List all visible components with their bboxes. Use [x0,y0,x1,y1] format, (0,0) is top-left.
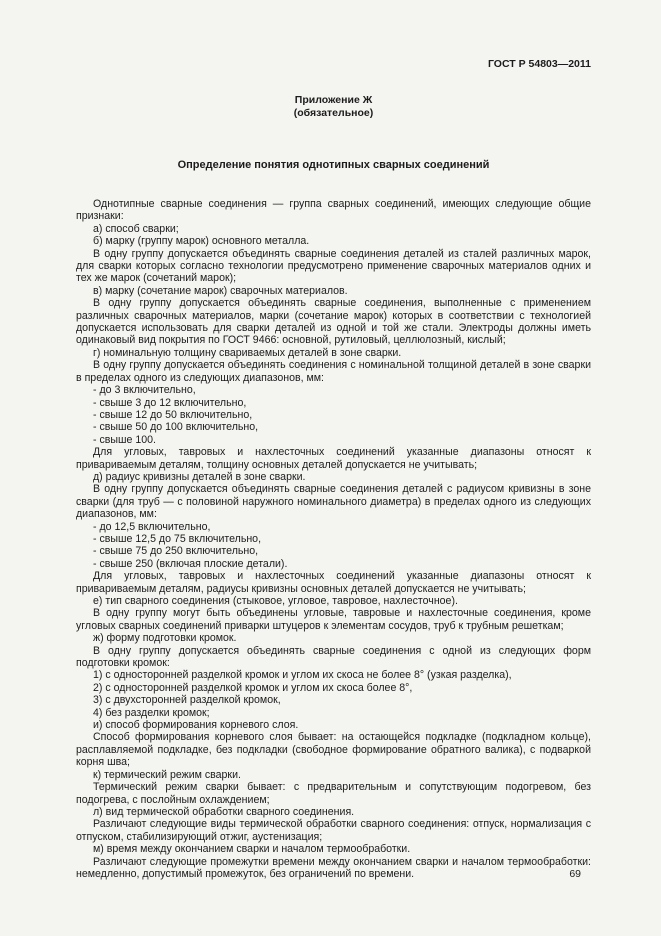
paragraph: 4) без разделки кромок; [93,706,210,719]
paragraph: Термический режим сварки бывает: с предварительным и сопутствующим подогревом, без подогрева, с послойным охлаждением; [76,781,591,806]
paragraph: В одну группу могут быть объединены угловые, тавровые и нахлесточные соединения, кроме угловых сварных соединений приварки штуцеров к элементам сосудов, труб к трубным решеткам; [76,607,591,632]
page-number: 69 [569,868,581,880]
paragraph: Способ формирования корневого слоя бывает: на остающейся подкладке (подкладном кольце), расплавляемой подкладке, без подкладки (свободное формирование обратного валика), с подваркой корня шва; [76,731,591,769]
paragraph: - свыше 3 до 12 включительно, [93,396,247,409]
paragraph: и) способ формирования корневого слоя. [93,719,299,732]
paragraph: а) способ сварки; [93,222,179,235]
paragraph: - свыше 12 до 50 включительно, [93,408,253,421]
paragraph: г) номинальную толщину свариваемых деталей в зоне сварки. [93,346,402,359]
paragraph: Различают следующие виды термической обработки сварного соединения: отпуск, нормализация с отпуском, стабилизирующий отжиг, аустенизация; [76,818,591,843]
paragraph: - до 3 включительно, [93,384,196,397]
paragraph: В одну группу допускается объединять сварные соединения деталей из сталей различных марок, для сварки которых согласно технологии предусмотрено применение сварочных материалов одних и тех же марок (сочетаний марок); [76,247,591,285]
document-header [76,58,591,70]
document-body [76,198,591,880]
appendix-type: (обязательное) [293,106,374,119]
paragraph: Для угловых, тавровых и нахлесточных соединений указанные диапазоны относят к привариваемым деталям, радиусы кривизны основных деталей допускается не учитывать; [76,570,591,595]
paragraph: В одну группу допускается объединять сварные соединения, выполненные с применением различных сварочных материалов, марки (сочетание марок) которых в соответствии с технологией допускается использовать для сварки деталей из одной и той же стали. Электроды должны иметь одинаковый вид покрытия по ГОСТ 9466: основной, рутиловый, целлюлозный, кислый; [76,297,591,347]
paragraph: 3) с двухсторонней разделкой кромок, [93,694,281,707]
paragraph: В одну группу допускается объединять сварные соединения с одной из следующих форм подготовки кромок: [76,644,591,670]
paragraph: ж) форму подготовки кромок. [93,632,237,645]
paragraph: - до 12,5 включительно, [93,520,211,533]
appendix-heading [76,94,591,119]
paragraph: 2) с односторонней разделкой кромок и углом их скоса более 8°, [93,681,413,694]
paragraph: е) тип сварного соединения (стыковое, угловое, тавровое, нахлесточное). [93,595,458,607]
paragraph: л) вид термической обработки сварного соединения. [93,805,355,818]
paragraph: 1) с односторонней разделкой кромок и углом их скоса не более 8° (узкая разделка), [93,669,512,682]
paragraph: б) марку (группу марок) основного металла. [93,235,310,248]
paragraph: к) термический режим сварки. [93,768,241,781]
appendix-label: Приложение Ж [294,94,373,106]
paragraph: Различают следующие промежутки времени между окончанием сварки и началом термообработки: немедленно, допустимый промежуток, без ограничений по времени. [76,855,591,880]
paragraph: д) радиус кривизны деталей в зоне сварки. [93,470,306,483]
paragraph: - свыше 50 до 100 включительно, [93,421,259,434]
paragraph: м) время между окончанием сварки и началом термообработки. [93,843,411,856]
standard-reference: ГОСТ Р 54803—2011 [487,58,591,70]
paragraph: - свыше 12,5 до 75 включительно, [93,532,262,545]
paragraph: - свыше 75 до 250 включительно, [93,545,259,558]
paragraph: - свыше 250 (включая плоские детали). [93,557,288,570]
paragraph: Для угловых, тавровых и нахлесточных соединений указанные диапазоны относят к привариваемым деталям, толщину основных деталей допускается не учитывать; [76,446,591,471]
paragraph: в) марку (сочетание марок) сварочных материалов. [93,284,348,297]
paragraph: В одну группу допускается объединять соединения с номинальной толщиной деталей в зоне сварки в пределах одного из следующих диапазонов, мм: [76,359,591,384]
paragraph: В одну группу допускается объединять сварные соединения деталей с радиусом кривизны в зоне сварки (для труб — с половиной наружного номинального диаметра) в пределах одного из следующих диапазонов, мм: [76,483,591,521]
section-title: Определение понятия однотипных сварных соединений [177,159,490,171]
paragraph: - свыше 100. [93,433,156,446]
paragraph: Однотипные сварные соединения — группа сварных соединений, имеющих следующие общие признаки: [76,198,591,223]
